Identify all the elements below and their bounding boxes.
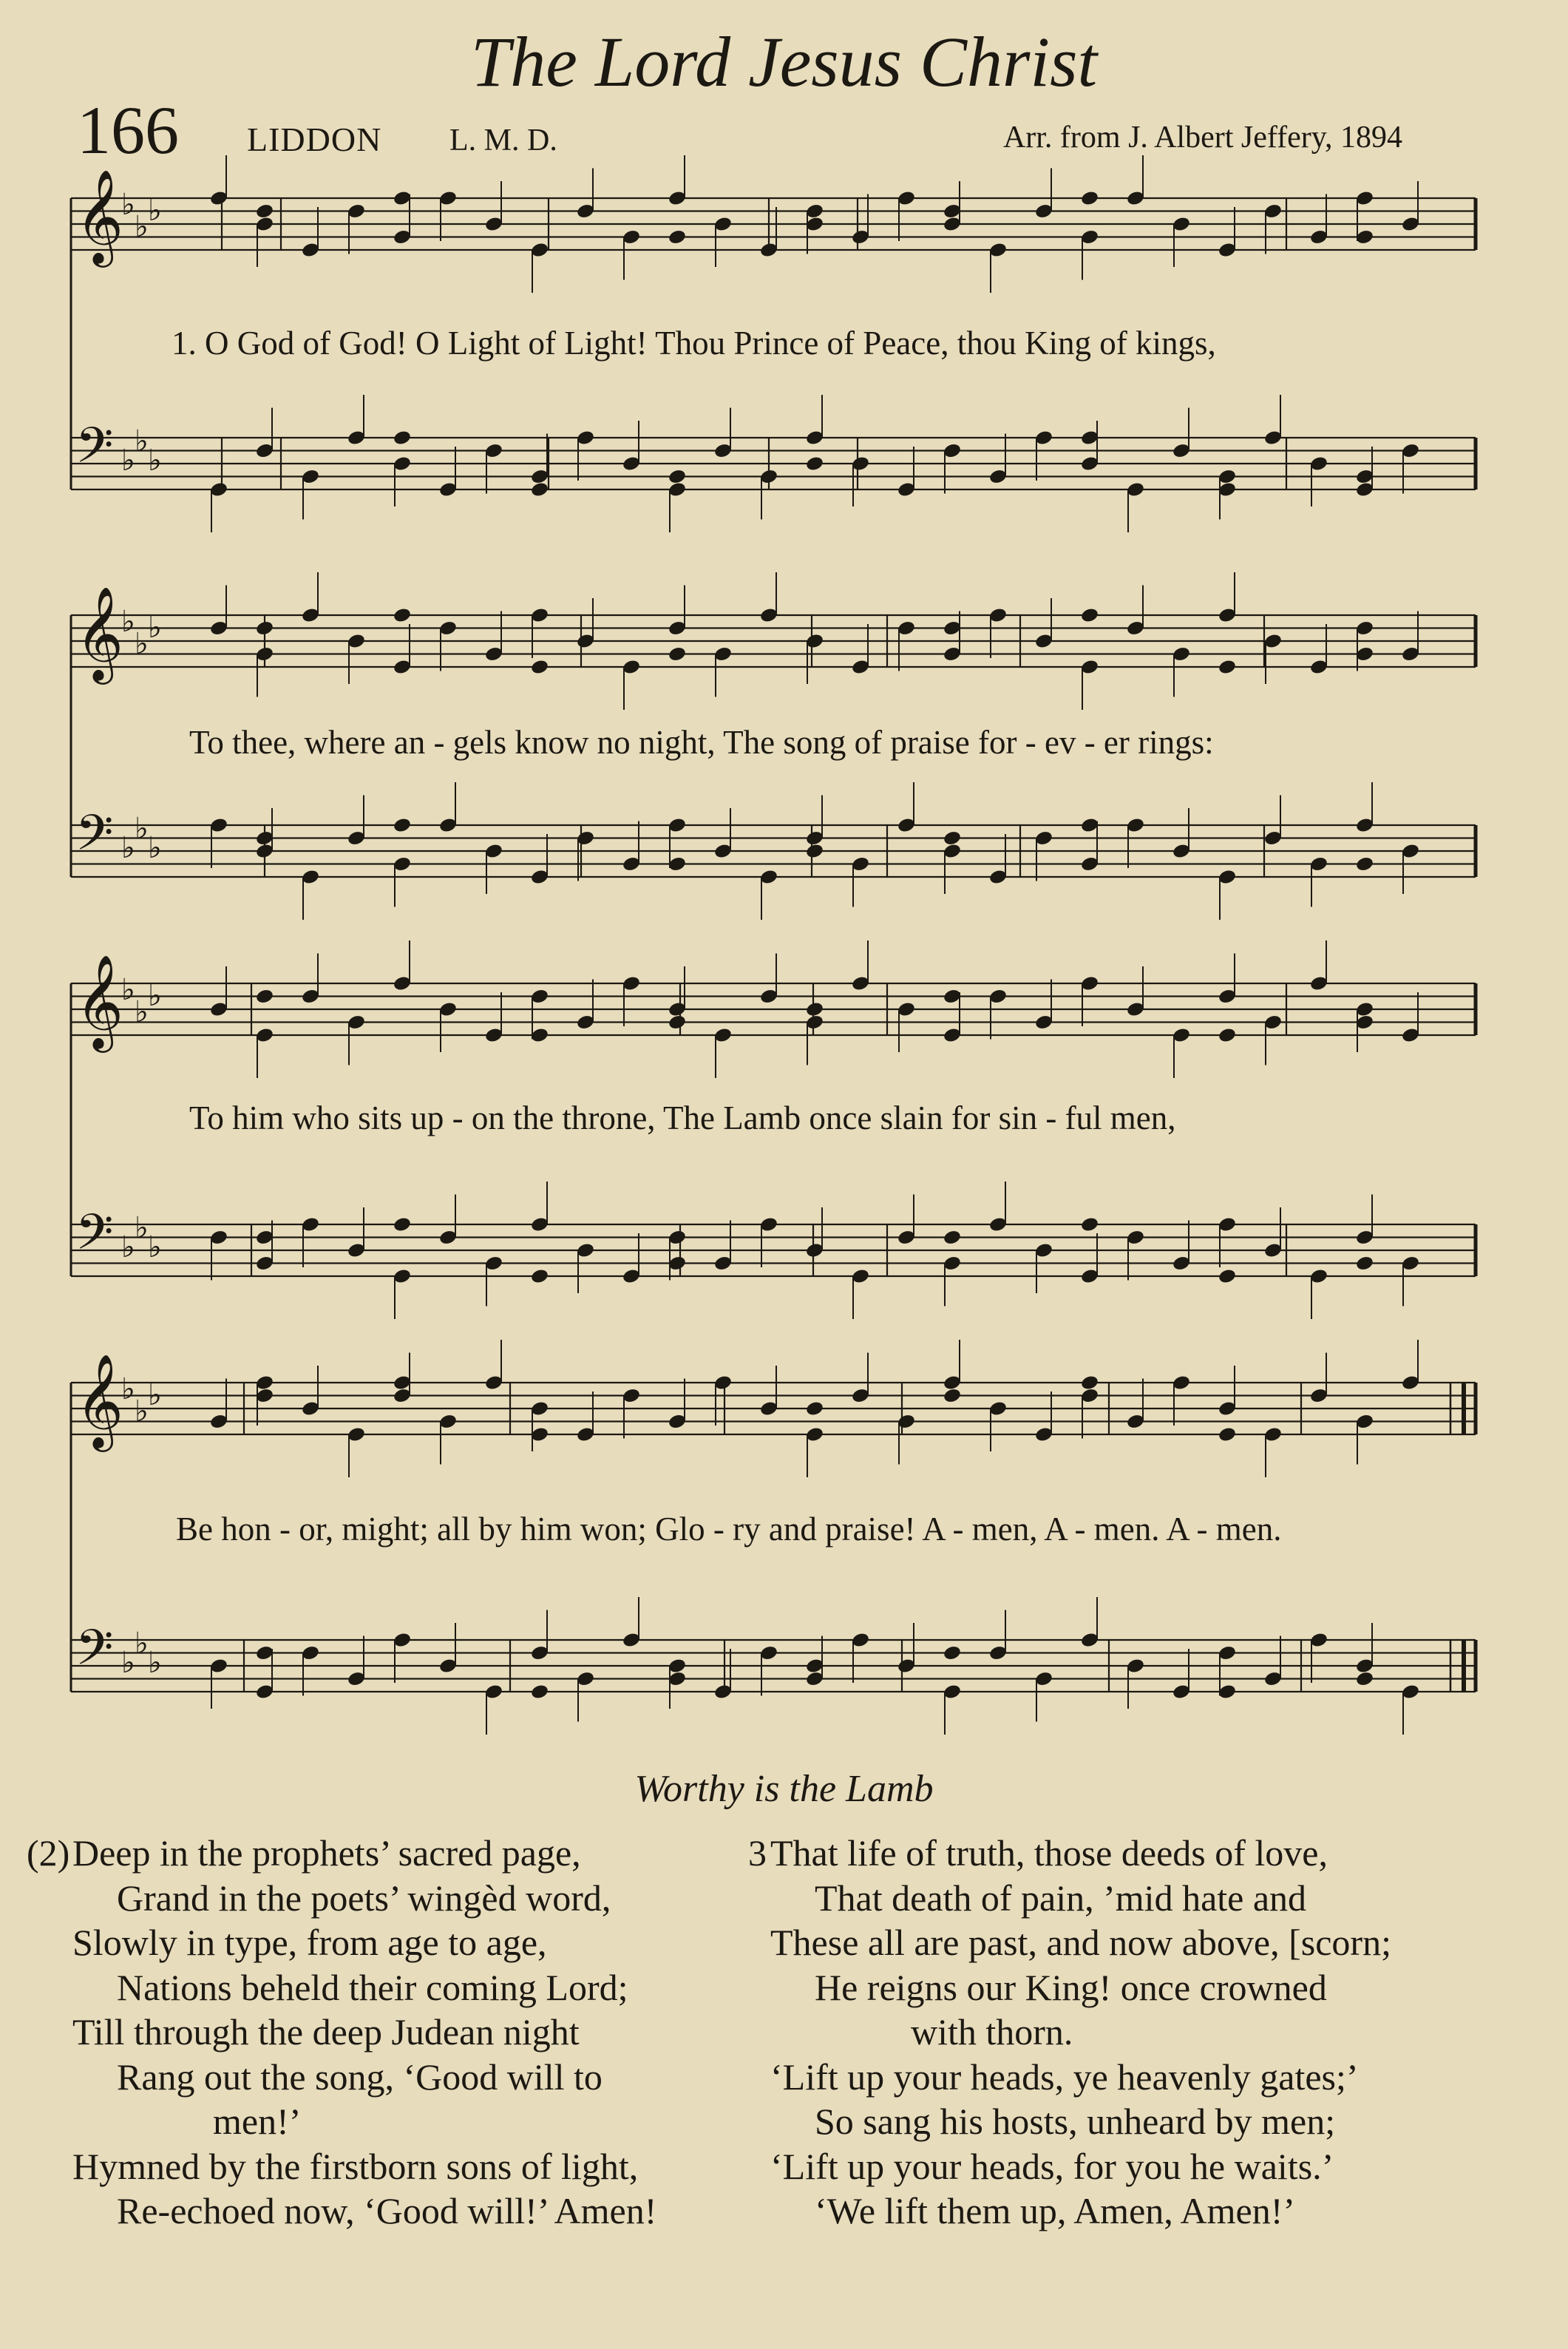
flat-icon: ♭ — [148, 1230, 162, 1264]
verse-line: Deep in the prophets’ sacred page, — [72, 1832, 581, 1874]
flat-icon: ♭ — [121, 831, 135, 864]
flat-icon: ♭ — [135, 210, 149, 243]
flat-icon: ♭ — [148, 444, 162, 477]
notehead — [805, 1001, 824, 1018]
flat-icon: ♭ — [121, 444, 135, 477]
notehead — [805, 1400, 824, 1417]
flat-icon: ♭ — [148, 1646, 162, 1679]
notehead — [668, 645, 687, 662]
notehead — [943, 1229, 962, 1246]
verse-line: That life of truth, those deeds of love, — [770, 1832, 1328, 1874]
verse-line: So sang his hosts, unheard by men; — [815, 2101, 1336, 2142]
flat-icon: ♭ — [148, 979, 162, 1012]
flat-icon: ♭ — [121, 1372, 135, 1406]
flat-icon: ♭ — [148, 1378, 162, 1411]
verse-number: (2) — [27, 1832, 70, 1874]
notehead — [1080, 190, 1099, 207]
verse-line: Grand in the poets’ wingèd word, — [117, 1877, 611, 1919]
notehead — [255, 988, 274, 1005]
notehead — [943, 1387, 962, 1404]
flat-icon: ♭ — [121, 1646, 135, 1679]
notehead — [1218, 659, 1237, 676]
section-subtitle: Worthy is the Lamb — [634, 1768, 934, 1810]
notehead — [1218, 1027, 1237, 1044]
lyric-line-2: To thee, where an - gels know no night, The song of praise for - ev - er rings: — [189, 724, 1214, 761]
notehead — [393, 607, 412, 624]
lyric-line-1: 1. O God of God! O Light of Light! Thou Prince of Peace, thou King of kings, — [172, 325, 1216, 362]
verse-line: ‘We lift them up, Amen, Amen!’ — [815, 2190, 1295, 2231]
flat-icon: ♭ — [135, 1627, 149, 1660]
notehead — [255, 620, 274, 637]
verse-line: Re-echoed now, ‘Good will!’ Amen! — [117, 2190, 657, 2231]
notehead — [530, 481, 549, 498]
flat-icon: ♭ — [121, 973, 135, 1006]
notehead — [1080, 1216, 1099, 1233]
flat-icon: ♭ — [121, 605, 135, 638]
verse-line: He reigns our King! once crowned — [815, 1966, 1327, 2008]
bass-clef-icon: 𝄢 — [75, 1619, 114, 1688]
verse-line: Nations beheld their coming Lord; — [117, 1966, 628, 2008]
verse-line: These all are past, and now above, [scorn; — [770, 1922, 1391, 1963]
notehead — [393, 430, 412, 447]
verse-line: Slowly in type, from age to age, — [72, 1922, 547, 1963]
flat-icon: ♭ — [148, 831, 162, 864]
flat-icon: ♭ — [135, 1211, 149, 1244]
notehead — [530, 1268, 549, 1285]
verse-line: men!’ — [213, 2101, 302, 2142]
notehead — [943, 1644, 962, 1661]
notehead — [1218, 1268, 1237, 1285]
notehead — [805, 843, 824, 860]
notehead — [255, 203, 274, 220]
treble-clef-icon: 𝄞 — [75, 169, 124, 263]
notehead — [393, 1216, 412, 1233]
verse-line: with thorn. — [911, 2011, 1073, 2053]
verse-line: Till through the deep Judean night — [72, 2011, 580, 2053]
verse-3 — [748, 1831, 1480, 2234]
arrangement-credit: Arr. from J. Albert Jeffery, 1894 — [1002, 121, 1402, 155]
bass-clef-icon: 𝄢 — [75, 417, 114, 486]
flat-icon: ♭ — [135, 812, 149, 845]
verse-line: That death of pain, ’mid hate and — [815, 1877, 1307, 1919]
notehead — [1355, 1670, 1374, 1687]
treble-clef-icon: 𝄞 — [75, 1353, 124, 1448]
flat-icon: ♭ — [148, 194, 162, 227]
verse-line: ‘Lift up your heads, for you he waits.’ — [770, 2145, 1334, 2187]
notehead — [530, 659, 549, 676]
notehead — [530, 1684, 549, 1701]
flat-icon: ♭ — [135, 424, 149, 458]
bass-clef-icon: 𝄢 — [75, 804, 114, 873]
notehead — [943, 830, 962, 847]
notehead — [668, 468, 687, 485]
lyric-line-4: Be hon - or, might; all by him won; Glo - ry and praise! A - men, A - men. A - men. — [176, 1511, 1282, 1548]
notehead — [1355, 855, 1374, 872]
flat-icon: ♭ — [135, 1394, 149, 1428]
verse-line: Rang out the song, ‘Good will to — [117, 2055, 603, 2098]
flat-icon: ♭ — [135, 627, 149, 660]
flat-icon: ♭ — [121, 188, 135, 221]
verse-line: ‘Lift up your heads, ye heavenly gates;’ — [770, 2055, 1359, 2098]
flat-icon: ♭ — [121, 1230, 135, 1264]
verse-2 — [27, 1831, 753, 2234]
verse-line: Hymned by the firstborn sons of light, — [72, 2145, 639, 2187]
hymn-number: 166 — [77, 92, 179, 168]
lyric-line-3: To him who sits up - on the throne, The Lamb once slain for sin - ful men, — [189, 1099, 1176, 1136]
flat-icon: ♭ — [148, 611, 162, 644]
bass-clef-icon: 𝄢 — [75, 1204, 114, 1272]
notehead — [1355, 1255, 1374, 1272]
notehead — [668, 228, 687, 245]
flat-icon: ♭ — [135, 995, 149, 1028]
meter: L. M. D. — [449, 123, 557, 157]
notehead — [1080, 1375, 1099, 1392]
treble-clef-icon: 𝄞 — [75, 954, 124, 1048]
verse-number: 3 — [748, 1832, 767, 1874]
tune-name: LIDDON — [247, 121, 382, 158]
notehead — [1080, 607, 1099, 624]
notehead — [805, 455, 824, 472]
treble-clef-icon: 𝄞 — [75, 586, 124, 680]
notehead — [1218, 1426, 1237, 1443]
notehead — [393, 817, 412, 834]
hymn-section-title: The Lord Jesus Christ — [470, 22, 1098, 101]
notehead — [668, 1014, 687, 1031]
